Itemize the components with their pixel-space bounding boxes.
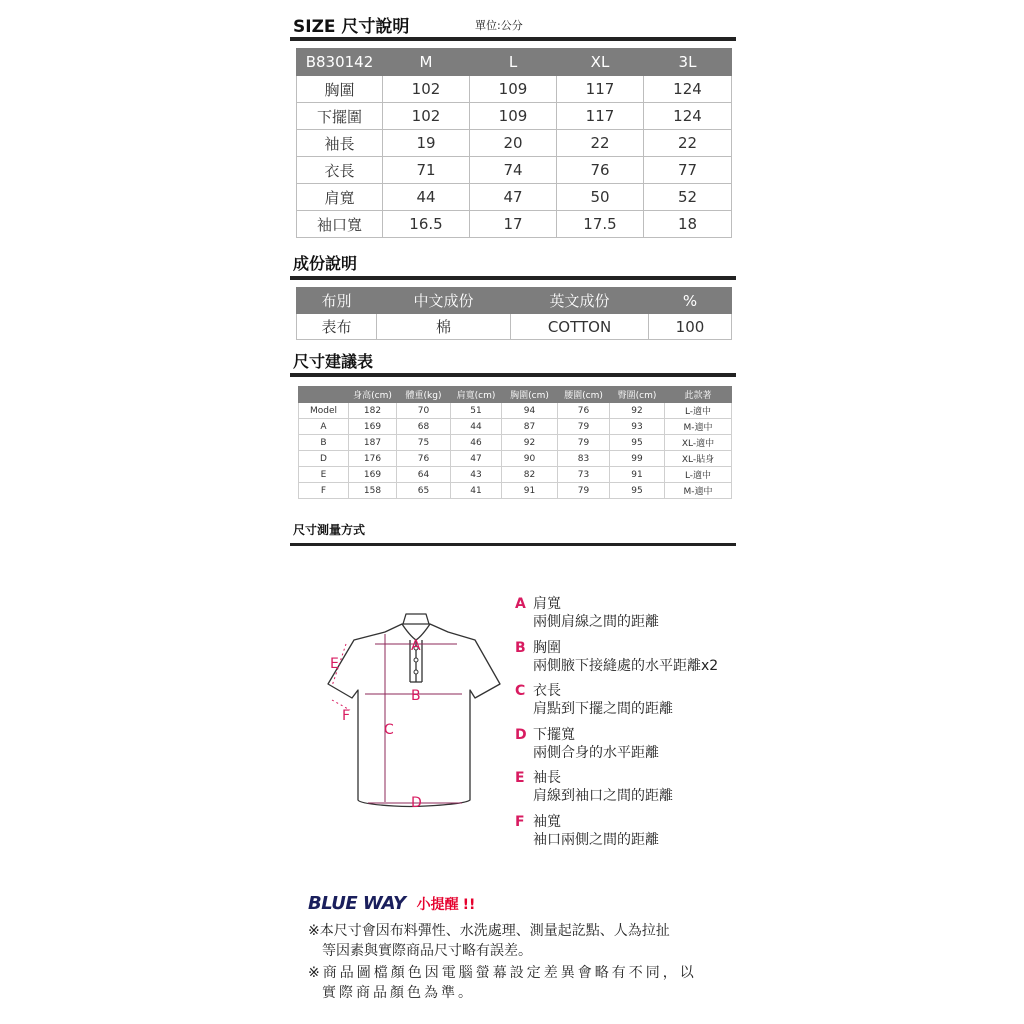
table-cell: 95	[610, 435, 665, 451]
table-cell: 16.5	[383, 211, 470, 238]
composition-table	[296, 287, 732, 340]
table-cell: 43	[451, 467, 502, 483]
measure-item-e	[515, 769, 673, 805]
table-cell: F	[299, 483, 349, 499]
table-cell: 100	[649, 314, 732, 340]
size-table-header	[297, 49, 732, 76]
table-cell: 22	[644, 130, 732, 157]
notice-line: ※商品圖檔顏色因電腦螢幕設定差異會略有不同，以	[308, 965, 697, 981]
table-row	[299, 419, 732, 435]
table-cell: 75	[397, 435, 451, 451]
header-cell: %	[649, 288, 732, 314]
divider	[290, 276, 736, 280]
table-cell: 158	[349, 483, 397, 499]
table-cell: L-適中	[665, 403, 732, 419]
table-row	[297, 103, 732, 130]
table-cell: 袖長	[297, 130, 383, 157]
measure-desc: 肩點到下擺之間的距離	[533, 701, 673, 717]
table-cell: 64	[397, 467, 451, 483]
table-cell: 41	[451, 483, 502, 499]
table-cell: 93	[610, 419, 665, 435]
table-cell: 117	[557, 76, 644, 103]
table-cell: 表布	[297, 314, 377, 340]
table-cell: 176	[349, 451, 397, 467]
table-cell: 70	[397, 403, 451, 419]
table-row	[299, 467, 732, 483]
table-row	[297, 130, 732, 157]
table-cell: 47	[451, 451, 502, 467]
table-cell: 17.5	[557, 211, 644, 238]
header-cell: 英文成份	[511, 288, 649, 314]
table-cell: 117	[557, 103, 644, 130]
composition-header	[297, 288, 732, 314]
suggestion-title: 尺寸建議表	[293, 352, 374, 371]
table-cell: 169	[349, 419, 397, 435]
table-row	[299, 435, 732, 451]
table-cell: 19	[383, 130, 470, 157]
table-cell: 17	[470, 211, 557, 238]
table-cell: 44	[451, 419, 502, 435]
table-cell: 99	[610, 451, 665, 467]
unit-label: 單位:公分	[475, 19, 523, 32]
table-cell: 肩寬	[297, 184, 383, 211]
table-cell: 102	[383, 103, 470, 130]
table-cell: 124	[644, 103, 732, 130]
table-cell: 52	[644, 184, 732, 211]
table-cell: 20	[470, 130, 557, 157]
header-cell: 胸圍(cm)	[502, 387, 558, 403]
table-cell: 90	[502, 451, 558, 467]
table-cell: 51	[451, 403, 502, 419]
table-cell: 94	[502, 403, 558, 419]
table-cell: 18	[644, 211, 732, 238]
measure-title: 尺寸測量方式	[293, 523, 366, 537]
table-cell: 50	[557, 184, 644, 211]
measure-item-d	[515, 726, 659, 762]
table-cell: 44	[383, 184, 470, 211]
measure-letter: D	[515, 727, 527, 743]
table-cell: 82	[502, 467, 558, 483]
table-cell: 102	[383, 76, 470, 103]
table-cell: E	[299, 467, 349, 483]
suggestion-table	[298, 386, 732, 499]
table-cell: COTTON	[511, 314, 649, 340]
table-cell: XL-貼身	[665, 451, 732, 467]
measure-desc: 兩側合身的水平距離	[533, 745, 659, 761]
table-cell: 衣長	[297, 157, 383, 184]
brand-logo: BLUE WAY	[308, 893, 406, 914]
table-cell: 92	[502, 435, 558, 451]
table-cell: 74	[470, 157, 557, 184]
table-cell: 22	[557, 130, 644, 157]
table-cell: 棉	[377, 314, 511, 340]
sleeve-measure-lines	[332, 644, 350, 710]
measure-letter: C	[515, 683, 526, 699]
divider	[290, 37, 736, 41]
table-row	[299, 403, 732, 419]
notice-line: 等因素與實際商品尺寸略有誤差。	[322, 943, 532, 959]
table-cell: L-適中	[665, 467, 732, 483]
table-cell: 76	[397, 451, 451, 467]
notice-line: ※本尺寸會因布料彈性、水洗處理、測量起訖點、人為拉扯	[308, 923, 670, 939]
table-cell: M-適中	[665, 419, 732, 435]
diagram-label-b: B	[411, 688, 421, 704]
table-cell: 91	[610, 467, 665, 483]
size-table	[296, 48, 732, 238]
table-cell: Model	[299, 403, 349, 419]
table-cell: M-適中	[665, 483, 732, 499]
header-cell: 肩寬(cm)	[451, 387, 502, 403]
size-title: SIZE 尺寸說明	[293, 17, 410, 37]
header-cell: M	[383, 49, 470, 76]
diagram-letters	[330, 638, 422, 811]
notice-title: 小提醒	[416, 897, 459, 913]
table-cell: 79	[558, 435, 610, 451]
header-cell: 中文成份	[377, 288, 511, 314]
header-cell	[299, 387, 349, 403]
diagram-label-c: C	[384, 722, 394, 738]
measure-desc: 袖口兩側之間的距離	[533, 832, 659, 848]
measure-desc: 肩線到袖口之間的距離	[533, 788, 673, 804]
header-cell: L	[470, 49, 557, 76]
table-cell: 71	[383, 157, 470, 184]
measure-name: 肩寬	[533, 596, 561, 612]
header-cell: B830142	[297, 49, 383, 76]
table-cell: 124	[644, 76, 732, 103]
measure-desc: 兩側肩線之間的距離	[533, 614, 659, 630]
divider	[290, 373, 736, 377]
measure-letter: F	[515, 814, 525, 830]
header-cell: 布別	[297, 288, 377, 314]
measure-name: 胸圍	[533, 640, 561, 656]
table-cell: A	[299, 419, 349, 435]
header-cell: 此款著	[665, 387, 732, 403]
table-cell: 胸圍	[297, 76, 383, 103]
table-cell: 95	[610, 483, 665, 499]
notice-exclaim: !!	[462, 897, 476, 913]
table-row	[297, 76, 732, 103]
table-cell: 77	[644, 157, 732, 184]
header-cell: 臀圍(cm)	[610, 387, 665, 403]
table-cell: 109	[470, 76, 557, 103]
table-cell: 65	[397, 483, 451, 499]
divider	[290, 543, 736, 546]
table-cell: 187	[349, 435, 397, 451]
header-cell: 腰圍(cm)	[558, 387, 610, 403]
measure-desc: 兩側腋下接縫處的水平距離x2	[533, 658, 719, 674]
measure-letter: A	[515, 596, 526, 612]
table-cell: 182	[349, 403, 397, 419]
table-cell: 73	[558, 467, 610, 483]
measure-item-b	[515, 639, 718, 675]
table-cell: 46	[451, 435, 502, 451]
diagram-label-f: F	[342, 708, 351, 724]
suggestion-header	[299, 387, 732, 403]
header-cell: 身高(cm)	[349, 387, 397, 403]
measure-letter: B	[515, 640, 526, 656]
diagram-label-a: A	[411, 638, 421, 654]
composition-title: 成份說明	[293, 254, 358, 273]
table-cell: 109	[470, 103, 557, 130]
measure-name: 下擺寬	[533, 727, 575, 743]
table-row	[299, 483, 732, 499]
table-cell: D	[299, 451, 349, 467]
table-cell: 47	[470, 184, 557, 211]
table-cell: 87	[502, 419, 558, 435]
table-cell: 76	[558, 403, 610, 419]
table-row	[297, 157, 732, 184]
header-cell: 體重(kg)	[397, 387, 451, 403]
table-cell: B	[299, 435, 349, 451]
polo-shirt-diagram	[310, 610, 510, 820]
table-cell: 76	[557, 157, 644, 184]
table-row	[297, 184, 732, 211]
measure-lines	[365, 634, 462, 803]
header-cell: 3L	[644, 49, 732, 76]
table-cell: 92	[610, 403, 665, 419]
header-cell: XL	[557, 49, 644, 76]
table-cell: 79	[558, 483, 610, 499]
measure-item-c	[515, 682, 673, 718]
table-cell: 169	[349, 467, 397, 483]
measure-name: 衣長	[533, 683, 561, 699]
table-cell: 79	[558, 419, 610, 435]
measure-item-f	[515, 813, 659, 849]
table-row	[297, 211, 732, 238]
table-cell: XL-適中	[665, 435, 732, 451]
notice-header	[308, 893, 475, 914]
table-cell: 68	[397, 419, 451, 435]
measure-name: 袖寬	[533, 814, 561, 830]
notice-line: 實際商品顏色為準。	[322, 985, 475, 1001]
diagram-label-e: E	[330, 656, 339, 672]
table-cell: 袖口寬	[297, 211, 383, 238]
table-row	[297, 314, 732, 340]
measure-letter: E	[515, 770, 525, 786]
diagram-label-d: D	[411, 795, 422, 811]
measure-name: 袖長	[533, 770, 561, 786]
table-cell: 83	[558, 451, 610, 467]
table-cell: 下擺圍	[297, 103, 383, 130]
table-cell: 91	[502, 483, 558, 499]
table-row	[299, 451, 732, 467]
measure-item-a	[515, 595, 659, 631]
